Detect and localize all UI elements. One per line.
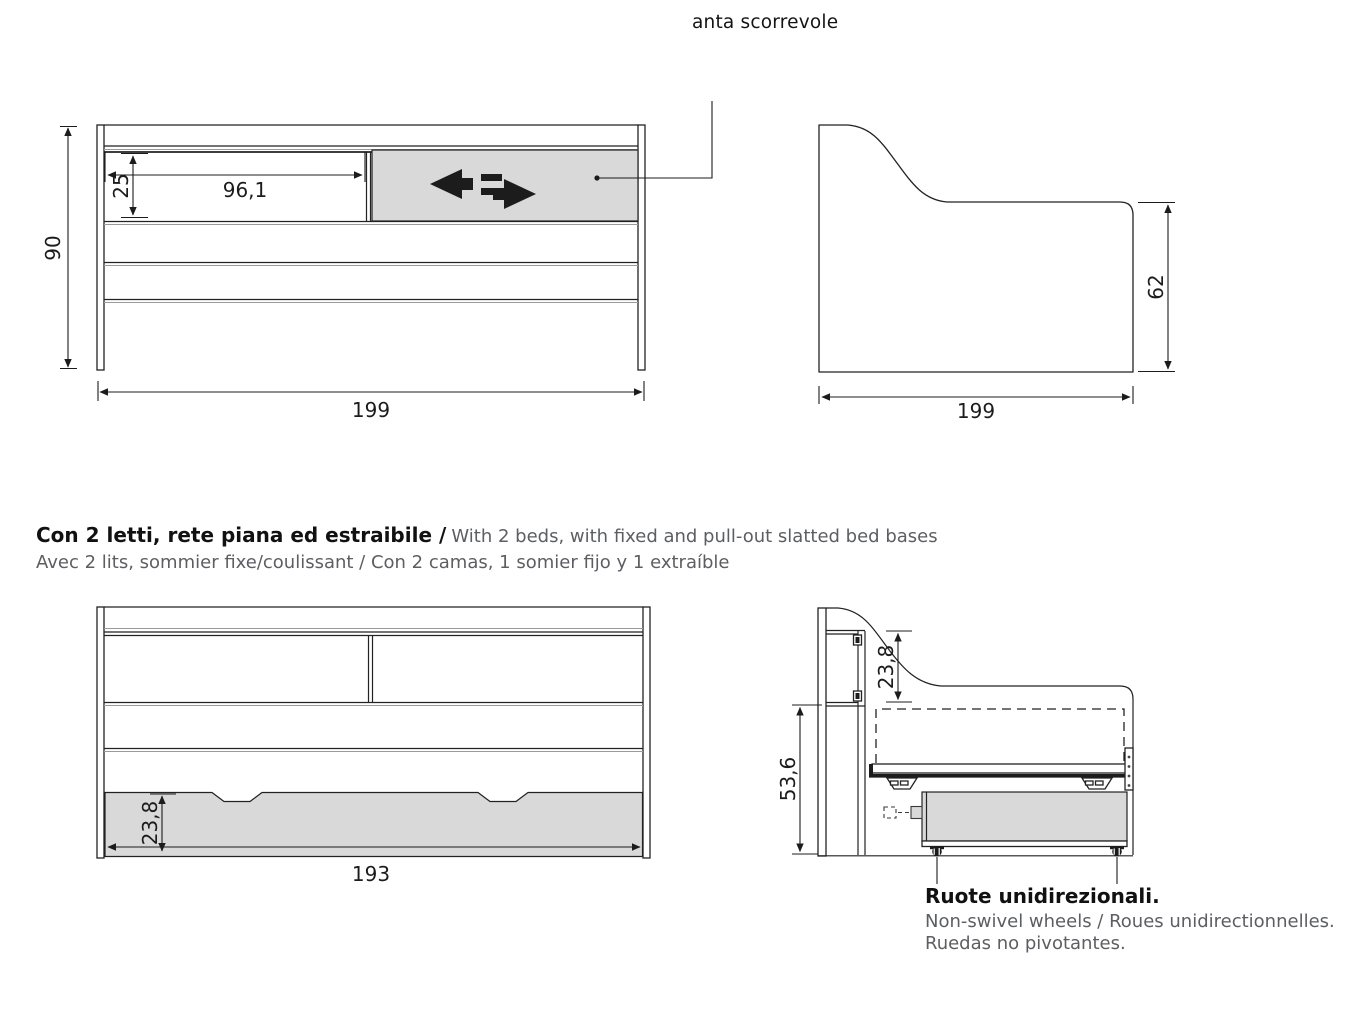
dim-label-199-side: 199 <box>956 399 996 423</box>
wheel-icon-left <box>930 846 944 856</box>
dimension-door-width <box>105 152 365 202</box>
dim-label-96-1: 96,1 <box>222 178 268 202</box>
dimension-shelf-height <box>874 631 912 702</box>
heading-title-english: With 2 beds, with fixed and pull-out slatted bed bases <box>451 526 938 547</box>
wheel-icon-right <box>1110 846 1124 856</box>
dim-label-25: 25 <box>109 173 133 199</box>
right-post <box>638 125 645 370</box>
side-view-drawing <box>819 125 1175 423</box>
section-view-drawing <box>776 608 1133 884</box>
wheels-note-line-en-fr: Non-swivel wheels / Roues unidirectionnelles. <box>925 911 1335 932</box>
panel-divider <box>369 636 373 703</box>
dimension-base-height-53-6 <box>776 705 822 854</box>
left-post <box>97 607 104 858</box>
dimension-depth-199 <box>819 386 1133 423</box>
heading-title-italian: Con 2 letti, rete piana ed estraibile / <box>36 523 447 547</box>
shelf-top-lines <box>826 631 865 635</box>
dimension-width-199 <box>98 381 644 422</box>
dim-label-23-8-section: 23,8 <box>874 644 898 690</box>
left-post <box>97 125 104 370</box>
hidden-rail-detail <box>884 807 922 819</box>
drawer-runner <box>922 841 1127 847</box>
dim-label-23-8-front: 23,8 <box>138 800 162 846</box>
heading-subtitle: Avec 2 lits, sommier fixe/coulissant / Con 2 camas, 1 somier fijo y 1 extraíble <box>36 552 730 573</box>
dim-label-53-6: 53,6 <box>776 756 800 802</box>
dim-label-193: 193 <box>351 862 391 886</box>
back-panel <box>818 608 826 856</box>
side-mount-bracket <box>1125 748 1133 790</box>
shelf-bracket-top-pin <box>856 637 860 643</box>
section-heading <box>36 523 938 573</box>
pullout-drawer-side <box>922 792 1127 841</box>
heading-line-1 <box>36 523 938 547</box>
dim-label-199: 199 <box>351 398 391 422</box>
dim-label-62: 62 <box>1144 274 1168 300</box>
door-edge-line <box>367 152 371 221</box>
dim-label-90: 90 <box>41 235 65 261</box>
wheel-leader-lines <box>937 857 1117 884</box>
beds-front-view-drawing <box>97 607 650 886</box>
dimension-door-height <box>109 154 148 218</box>
sliding-door-label: anta scorrevole <box>692 12 839 33</box>
wheels-note-title: Ruote unidirezionali. <box>925 884 1160 908</box>
dimension-height-90 <box>41 127 77 369</box>
shelf-bottom-lines <box>826 703 865 707</box>
slatted-base <box>872 764 1127 773</box>
shelf-bracket-bottom-pin <box>856 693 860 699</box>
dimension-seat-height-62 <box>1138 203 1175 372</box>
base-bracket-left <box>887 778 917 789</box>
side-profile-outline <box>819 125 1133 372</box>
right-post <box>643 607 650 858</box>
base-bracket-right <box>1082 778 1112 789</box>
mattress-dashed-outline <box>876 709 1124 763</box>
inner-wall <box>858 631 865 855</box>
wheels-note <box>925 884 1335 955</box>
wheels-note-line-es: Ruedas no pivotantes. <box>925 933 1126 954</box>
front-view-open-drawing <box>41 101 712 422</box>
